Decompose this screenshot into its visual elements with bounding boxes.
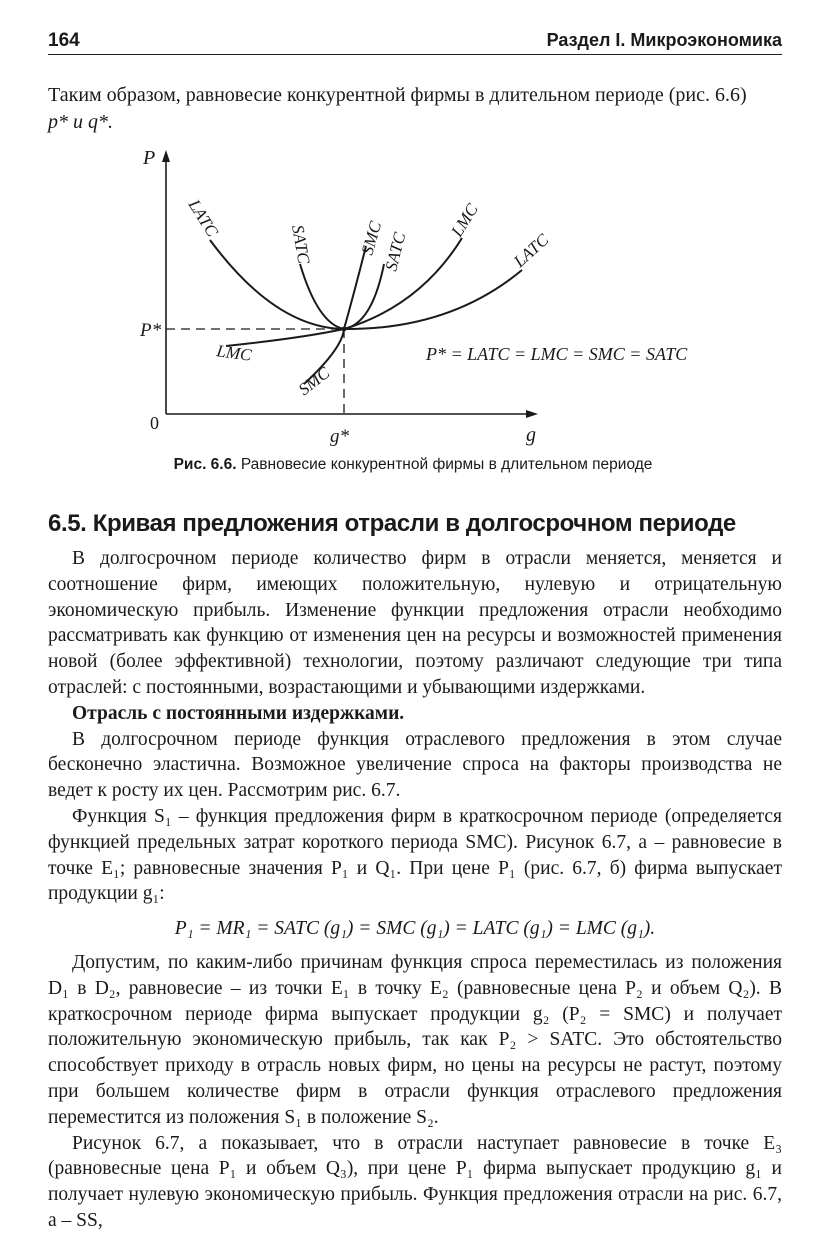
g-star-label: g* [330, 426, 349, 447]
latc-left-label: LATC [184, 196, 222, 241]
intro-line-2: p* и q*. [48, 111, 113, 133]
equilibrium-point [342, 327, 347, 332]
figure-caption [0, 456, 826, 474]
smc-bottom-label: SMC [294, 363, 334, 400]
formula: P₁ = MR₁ = SATC (g₁) = SMC (g₁) = LATC (g₁) = LMC (g₁). [174, 918, 656, 940]
intro-line-1: Таким образом, равновесие конкурентной фирмы в длительном периоде (рис. 6.6) [48, 84, 747, 106]
figure-number: Рис. 6.6. [173, 456, 237, 473]
origin-label: 0 [150, 413, 159, 433]
page-header [48, 28, 782, 55]
smc-top-label: SMC [357, 219, 386, 258]
x-axis-label: g [526, 424, 536, 446]
y-axis-label: P [143, 147, 156, 169]
latc-right-label: LATC [509, 230, 553, 271]
p-star-label: P* [140, 320, 162, 341]
paragraph-4: Допустим, по каким-либо причинам функция спроса переместилась из положения D₁ в D₂, равновесие – из точки E₁ в точку E₂ (равновесные цена P₂ и объем Q₂). В краткосрочном периоде фирма выпускает продукции g₂ (P₂ = SMC) и получает положительную экономическую прибыль, так как P₂ > SATC. Это обстоятельство способствует приходу в отрасль новых фирм, но цены на ресурсы не растут, поэтому при большем количестве фирм в отрасли функция отраслевого предложения переместится из положения S₁ в положение S₂. [48, 951, 782, 1128]
paragraph-3: Функция S₁ – функция предложения фирм в краткосрочном периоде (определяется функцией предельных затрат короткого периода SMC). Рисунок 6.7, а – равновесие в точке E₁; равновесные значения P₁ и Q₁. При цене P₁ (рис. 6.7, б) фирма выпускает продукции g₁: [48, 805, 782, 905]
subheading-constant-costs: Отрасль с постоянными издержками. [72, 702, 405, 724]
lmc-top-label: LMC [447, 200, 482, 241]
satc-right-label: SATC [381, 230, 410, 273]
page-number: 164 [48, 30, 80, 51]
intro-paragraph [48, 82, 782, 136]
lmc-bottom-label: LMC [215, 341, 253, 365]
section-heading: 6.5. Кривая предложения отрасли в долгосрочном периоде [48, 510, 736, 537]
paragraph-2: В долгосрочном периоде функция отраслевого предложения в этом случае бесконечно эластична. Возможное увеличение спроса на факторы производства не ведет к росту их цен. Рассмотрим рис. 6.7. [48, 728, 782, 802]
smc-curve [304, 246, 366, 384]
satc-left-label: SATC [288, 223, 314, 266]
figure-caption-text: Равновесие конкурентной фирмы в длительном периоде [240, 456, 653, 473]
running-section-title: Раздел I. Микроэкономика [546, 30, 782, 50]
paragraph-5: Рисунок 6.7, а показывает, что в отрасли наступает равновесие в точке E₃ (равновесные цена P₁ и объем Q₃), при цене P₁ фирма выпускает продукцию g₁ и получает нулевую экономическую прибыль. Функция предложения отрасли на рис. 6.7, а – SS, [48, 1132, 782, 1231]
equilibrium-equation: P* = LATC = LMC = SMC = SATC [426, 344, 688, 364]
paragraph-1: В долгосрочном периоде количество фирм в отрасли меняется, меняется и соотношение фирм, имеющих положительную, нулевую и отрицательную экономическую прибыль. Изменение функции предложения отрасли необходимо рассматривать как функцию от изменения цен на ресурсы и возможностей применения новой (более эффективной) технологии, поэтому различают следующие три типа отраслей: с постоянными, возрастающими и убывающими издержками. [48, 548, 782, 698]
y-axis-arrow [162, 150, 170, 162]
body-text [48, 546, 782, 1234]
x-axis-arrow [526, 410, 538, 418]
equilibrium-figure [130, 146, 750, 458]
